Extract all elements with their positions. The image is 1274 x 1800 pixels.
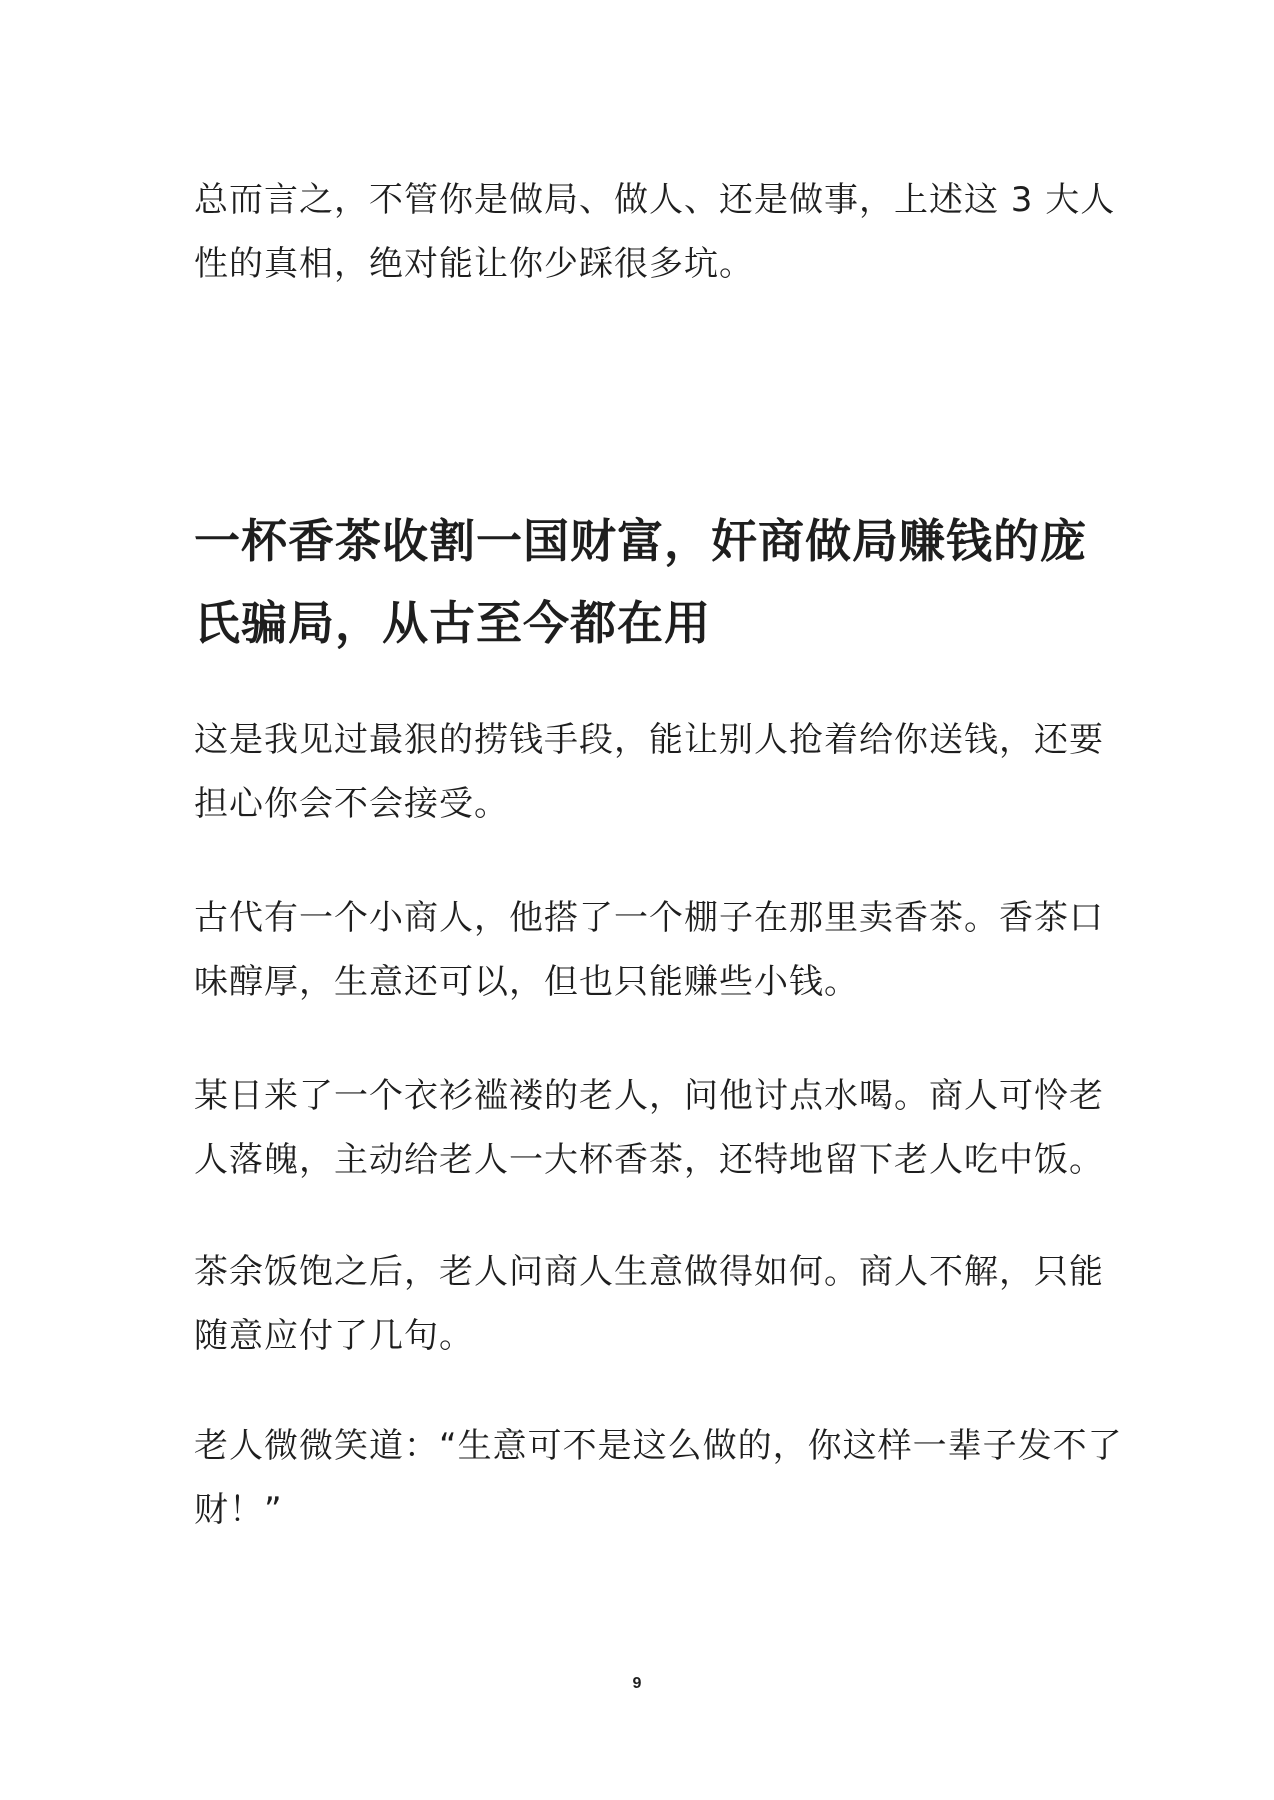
text-line: 财！” [194,1490,283,1530]
paragraph-3 [194,1064,1104,1192]
title-line: 氏骗局，从古至今都在用 [194,596,711,650]
text-line: 茶余饭饱之后，老人问商人生意做得如何。商人不解，只能 [194,1252,1104,1292]
text-line: 味醇厚，生意还可以，但也只能赚些小钱。 [194,962,859,1002]
paragraph-1 [194,708,1104,836]
text-line: 人落魄，主动给老人一大杯香茶，还特地留下老人吃中饭。 [194,1140,1104,1180]
text-line: 随意应付了几句。 [194,1316,474,1356]
page-number: 9 [632,1675,642,1692]
text-line: 担心你会不会接受。 [194,784,509,824]
text-line: 总而言之，不管你是做局、做人、还是做事，上述这 3 大人 [194,180,1116,220]
paragraph-4 [194,1240,1104,1368]
text-line: 古代有一个小商人，他搭了一个棚子在那里卖香茶。香茶口 [194,898,1104,938]
paragraph-2 [194,886,1104,1014]
text-line: 这是我见过最狠的捞钱手段，能让别人抢着给你送钱，还要 [194,720,1104,760]
title-line: 一杯香茶收割一国财富，奸商做局赚钱的庞 [194,514,1087,568]
section-title [194,500,1094,664]
text-line: 某日来了一个衣衫褴褛的老人，问他讨点水喝。商人可怜老 [194,1076,1104,1116]
text-line: 性的真相，绝对能让你少踩很多坑。 [194,244,754,284]
intro-paragraph [194,168,1116,296]
text-line: 老人微微笑道：“生意可不是这么做的，你这样一辈子发不了 [194,1426,1123,1466]
paragraph-5 [194,1414,1123,1542]
